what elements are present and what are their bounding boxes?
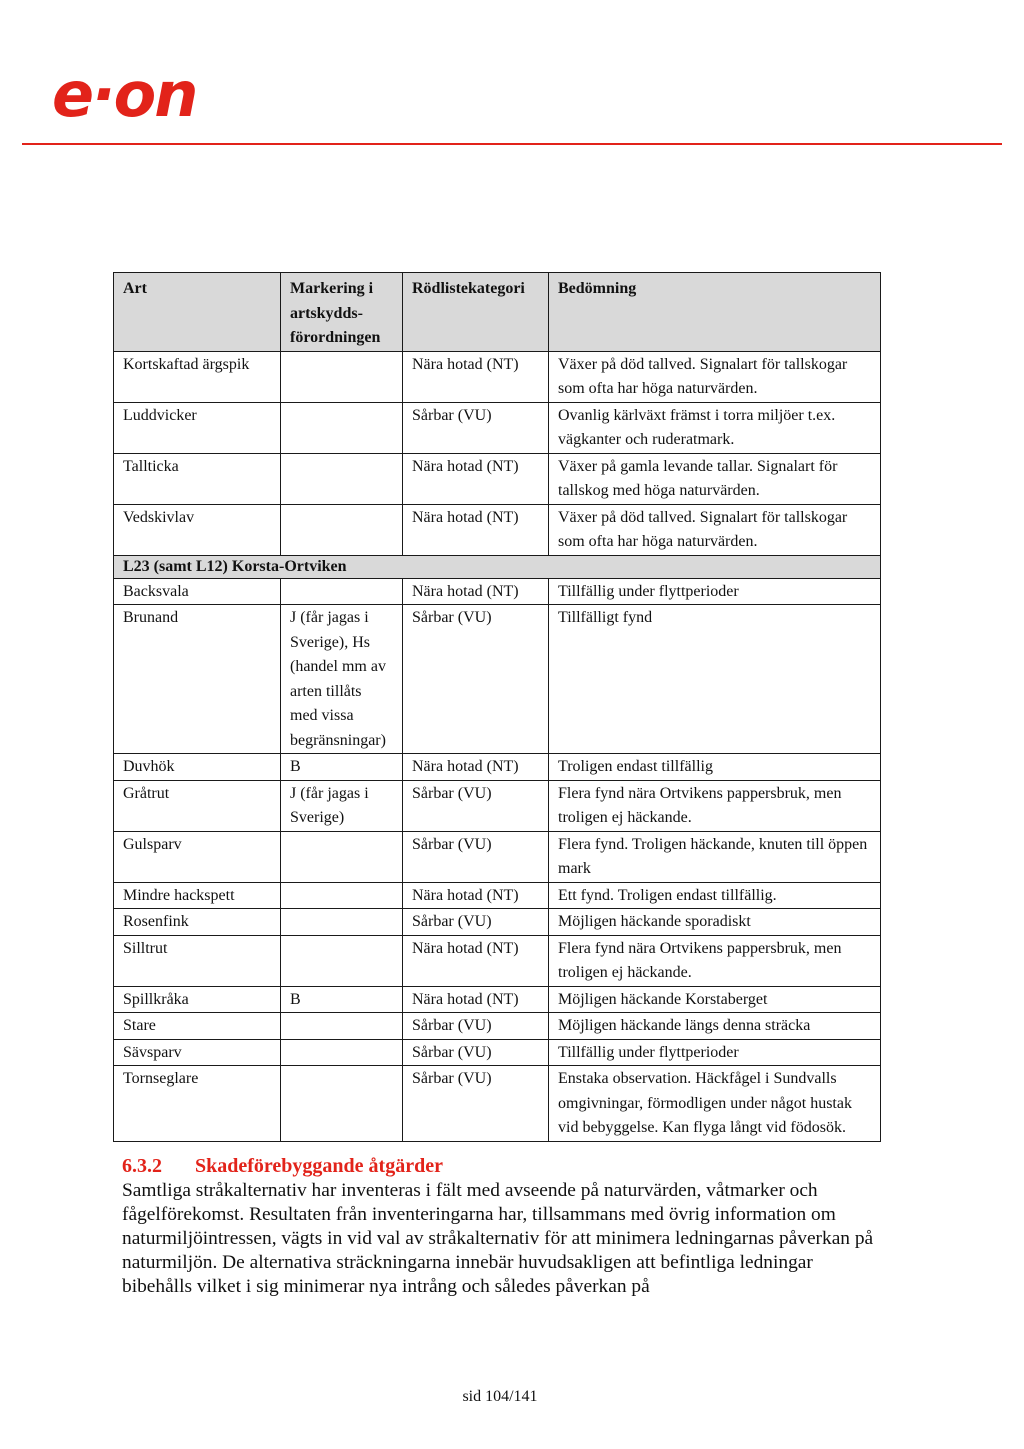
table-row xyxy=(114,453,881,504)
column-header-kategori: Rödlistekategori xyxy=(403,273,549,352)
cell-bedomning: Flera fynd nära Ortvikens pappersbruk, men troligen ej häckande. xyxy=(549,935,881,986)
column-header-markering: Markering i artskydds-förordningen xyxy=(281,273,403,352)
species-table xyxy=(113,272,881,1142)
header-rule xyxy=(22,143,1002,145)
cell-art: Luddvicker xyxy=(114,402,281,453)
cell-kategori: Sårbar (VU) xyxy=(403,909,549,936)
cell-bedomning: Växer på gamla levande tallar. Signalart för tallskog med höga naturvärden. xyxy=(549,453,881,504)
table-row xyxy=(114,780,881,831)
cell-bedomning: Tillfällig under flyttperioder xyxy=(549,1039,881,1066)
cell-markering: B xyxy=(281,986,403,1013)
cell-art: Tornseglare xyxy=(114,1066,281,1142)
table-row xyxy=(114,605,881,754)
cell-art: Mindre hackspett xyxy=(114,882,281,909)
cell-kategori: Sårbar (VU) xyxy=(403,605,549,754)
cell-markering xyxy=(281,882,403,909)
cell-bedomning: Ovanlig kärlväxt främst i torra miljöer t.ex. vägkanter och ruderatmark. xyxy=(549,402,881,453)
table-row xyxy=(114,935,881,986)
cell-kategori: Sårbar (VU) xyxy=(403,1039,549,1066)
table-row xyxy=(114,754,881,781)
cell-markering xyxy=(281,831,403,882)
cell-bedomning: Troligen endast tillfällig xyxy=(549,754,881,781)
eon-logo-text: e·on xyxy=(52,58,197,131)
cell-art: Rosenfink xyxy=(114,909,281,936)
cell-markering: B xyxy=(281,754,403,781)
section-body: Samtliga stråkalternativ har inventeras i fält med avseende på naturvärden, våtmarker och fågelförekomst. Resultaten från inventeringarna har, tillsammans med övrig information om naturmiljöintressen, vägts in vid val av stråkalternativ för att minimera ledningarnas påverkan på naturmiljön. De alternativa sträckningarna innebär huvudsakligen att befintliga ledningar bibehålls vilket i sig minimerar nya intrång och således påverkan på xyxy=(122,1180,874,1297)
cell-bedomning: Ett fynd. Troligen endast tillfällig. xyxy=(549,882,881,909)
cell-bedomning: Möjligen häckande längs denna sträcka xyxy=(549,1013,881,1040)
cell-art: Brunand xyxy=(114,605,281,754)
table-row xyxy=(114,1039,881,1066)
cell-bedomning: Möjligen häckande Korstaberget xyxy=(549,986,881,1013)
cell-art: Tallticka xyxy=(114,453,281,504)
table-row xyxy=(114,831,881,882)
cell-bedomning: Växer på död tallved. Signalart för tallskogar som ofta har höga naturvärden. xyxy=(549,504,881,555)
cell-markering xyxy=(281,578,403,605)
cell-bedomning: Växer på död tallved. Signalart för tallskogar som ofta har höga naturvärden. xyxy=(549,351,881,402)
cell-kategori: Nära hotad (NT) xyxy=(403,578,549,605)
column-header-art: Art xyxy=(114,273,281,352)
section-number: 6.3.2 xyxy=(122,1155,162,1177)
table-row xyxy=(114,351,881,402)
cell-kategori: Nära hotad (NT) xyxy=(403,351,549,402)
cell-kategori: Nära hotad (NT) xyxy=(403,935,549,986)
cell-markering: J (får jagas i Sverige), Hs (handel mm av arten tillåts med vissa begränsningar) xyxy=(281,605,403,754)
cell-kategori: Sårbar (VU) xyxy=(403,1013,549,1040)
cell-bedomning: Flera fynd. Troligen häckande, knuten till öppen mark xyxy=(549,831,881,882)
cell-markering xyxy=(281,351,403,402)
table-row xyxy=(114,504,881,555)
section-title: Skadeförebyggande åtgärder xyxy=(195,1155,443,1177)
cell-bedomning: Flera fynd nära Ortvikens pappersbruk, men troligen ej häckande. xyxy=(549,780,881,831)
table-row xyxy=(114,909,881,936)
cell-markering: J (får jagas i Sverige) xyxy=(281,780,403,831)
table-row xyxy=(114,882,881,909)
cell-kategori: Nära hotad (NT) xyxy=(403,453,549,504)
cell-art: Silltrut xyxy=(114,935,281,986)
table-row xyxy=(114,402,881,453)
cell-art: Stare xyxy=(114,1013,281,1040)
cell-art: Spillkråka xyxy=(114,986,281,1013)
table-section xyxy=(114,555,881,578)
cell-markering xyxy=(281,1039,403,1066)
cell-kategori: Nära hotad (NT) xyxy=(403,882,549,909)
cell-kategori: Sårbar (VU) xyxy=(403,780,549,831)
cell-art: Kortskaftad ärgspik xyxy=(114,351,281,402)
table-header-row xyxy=(114,273,881,352)
table-body-before xyxy=(114,351,881,555)
table-body-after xyxy=(114,578,881,1141)
cell-markering xyxy=(281,402,403,453)
cell-art: Gulsparv xyxy=(114,831,281,882)
cell-art: Backsvala xyxy=(114,578,281,605)
table-row xyxy=(114,578,881,605)
cell-markering xyxy=(281,1013,403,1040)
table-row xyxy=(114,1066,881,1142)
section-heading xyxy=(122,1153,443,1179)
cell-kategori: Sårbar (VU) xyxy=(403,1066,549,1142)
page-number: sid 104/141 xyxy=(462,1388,538,1405)
cell-art: Sävsparv xyxy=(114,1039,281,1066)
table-row xyxy=(114,1013,881,1040)
cell-markering xyxy=(281,909,403,936)
table-row xyxy=(114,986,881,1013)
cell-kategori: Nära hotad (NT) xyxy=(403,986,549,1013)
section-row xyxy=(114,555,881,578)
cell-art: Gråtrut xyxy=(114,780,281,831)
cell-kategori: Nära hotad (NT) xyxy=(403,504,549,555)
cell-kategori: Sårbar (VU) xyxy=(403,402,549,453)
cell-art: Vedskivlav xyxy=(114,504,281,555)
cell-kategori: Sårbar (VU) xyxy=(403,831,549,882)
eon-logo xyxy=(52,58,252,131)
cell-art: Duvhök xyxy=(114,754,281,781)
cell-bedomning: Möjligen häckande sporadiskt xyxy=(549,909,881,936)
cell-markering xyxy=(281,453,403,504)
cell-bedomning: Enstaka observation. Häckfågel i Sundvalls omgivningar, förmodligen under något hustak vid bebyggelse. Kan flyga långt vid födosök. xyxy=(549,1066,881,1142)
column-header-bedomning: Bedömning xyxy=(549,273,881,352)
cell-kategori: Nära hotad (NT) xyxy=(403,754,549,781)
section-header-cell: L23 (samt L12) Korsta-Ortviken xyxy=(114,555,881,578)
cell-markering xyxy=(281,935,403,986)
cell-bedomning: Tillfälligt fynd xyxy=(549,605,881,754)
cell-markering xyxy=(281,1066,403,1142)
cell-bedomning: Tillfällig under flyttperioder xyxy=(549,578,881,605)
cell-markering xyxy=(281,504,403,555)
